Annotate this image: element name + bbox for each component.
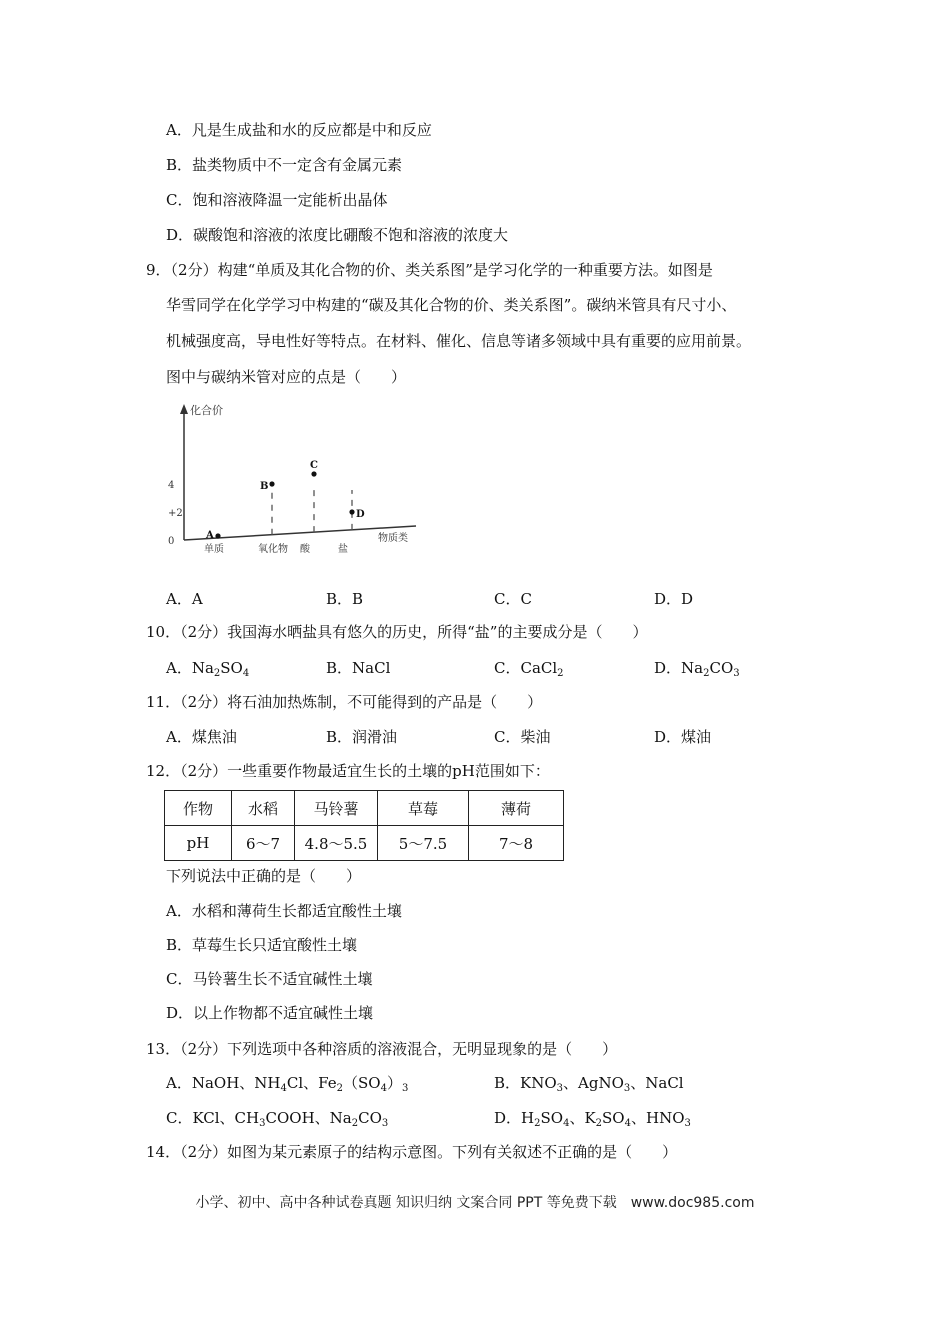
q8-option-b: B．盐类物质中不一定含有金属元素: [166, 156, 403, 174]
q13-option-b: B．$KNO_3$、AgNO$_3$、NaCl: [494, 1074, 684, 1094]
q8-option-d: D．碳酸饱和溶液的浓度比硼酸不饱和溶液的浓度大: [166, 226, 509, 244]
y-axis-label: 化合价: [190, 404, 223, 417]
table-cell: 作物: [165, 791, 232, 826]
q9-stem-line2: 华雪同学在化学学习中构建的“碳及其化合物的价、类关系图”。碳纳米管具有尺寸小、: [166, 296, 737, 314]
q11-option-d: D．煤油: [654, 728, 712, 746]
table-row: [165, 826, 564, 861]
table-cell: 7～8: [469, 826, 564, 861]
q11-option-b: B．润滑油: [326, 728, 398, 746]
table-cell: 4.8～5.5: [295, 826, 378, 861]
ph-table: [164, 790, 564, 861]
q13-option-d: D．$H_2SO_4$、$K_2SO_4$、$HNO_3$: [494, 1109, 691, 1129]
q12-question: 下列说法中正确的是（ ）: [166, 867, 362, 885]
category-label: 盐: [338, 544, 348, 555]
table-cell: 5～7.5: [378, 826, 469, 861]
q11-stem: 11．（2分）将石油加热炼制，不可能得到的产品是（ ）: [146, 693, 543, 711]
x-axis-label: 物质类: [378, 533, 408, 544]
table-cell: 马铃薯: [295, 791, 378, 826]
table-cell: 水稻: [232, 791, 295, 826]
data-point-label: C: [310, 460, 318, 471]
table-cell: 6～7: [232, 826, 295, 861]
q11-option-c: C．柴油: [494, 728, 551, 746]
valence-class-chart: [166, 400, 426, 558]
table-cell: 薄荷: [469, 791, 564, 826]
q9-option-d: D．D: [654, 590, 694, 608]
q9-option-a: A．A: [166, 590, 203, 608]
q12-option-a: A．水稻和薄荷生长都适宜酸性土壤: [166, 902, 402, 920]
q8-option-a: A．凡是生成盐和水的反应都是中和反应: [166, 121, 432, 139]
q11-option-a: A．煤焦油: [166, 728, 237, 746]
table-cell: 草莓: [378, 791, 469, 826]
table-cell: pH: [165, 826, 232, 861]
q13-stem: 13．（2分）下列选项中各种溶质的溶液混合，无明显现象的是（ ）: [146, 1040, 618, 1058]
data-point-c: [311, 471, 316, 476]
data-point-b: [269, 481, 274, 486]
category-label: 单质: [204, 544, 224, 555]
q12-stem: 12．（2分）一些重要作物最适宜生长的土壤的pH范围如下：: [146, 762, 550, 780]
data-point-label: B: [260, 481, 269, 492]
q9-option-b: B．B: [326, 590, 364, 608]
y-tick-label: +2: [168, 508, 183, 519]
data-point-d: [349, 509, 354, 514]
q12-option-d: D．以上作物都不适宜碱性土壤: [166, 1004, 374, 1022]
q10-option-a: A．$Na_2SO_4$: [166, 659, 250, 679]
y-axis-arrow: [180, 404, 188, 414]
q12-option-c: C．马铃薯生长不适宜碱性土壤: [166, 970, 373, 988]
category-label: 酸: [300, 544, 310, 555]
q9-option-c: C．C: [494, 590, 532, 608]
q10-option-c: C．CaCl$_2$: [494, 659, 564, 679]
q14-stem: 14．（2分）如图为某元素原子的结构示意图。下列有关叙述不正确的是（ ）: [146, 1143, 678, 1161]
data-point-label: A: [206, 530, 214, 541]
page-footer: 小学、初中、高中各种试卷真题 知识归纳 文案合同 PPT 等免费下载 www.doc985.com: [195, 1195, 755, 1211]
q10-option-b: B．NaCl: [326, 659, 391, 677]
q10-stem: 10．（2分）我国海水晒盐具有悠久的历史，所得“盐”的主要成分是（ ）: [146, 623, 648, 641]
q9-stem-line4: 图中与碳纳米管对应的点是（ ）: [166, 368, 407, 386]
q9-stem-line3: 机械强度高，导电性好等特点。在材料、催化、信息等诸多领域中具有重要的应用前景。: [166, 332, 752, 350]
y-tick-label: 0: [168, 536, 175, 547]
q13-option-c: C．KCl、$CH_3COOH$、$Na_2CO_3$: [166, 1109, 389, 1129]
data-point-label: D: [356, 509, 365, 520]
q9-stem-line1: 9．（2分）构建“单质及其化合物的价、类关系图”是学习化学的一种重要方法。如图是: [146, 261, 713, 279]
category-label: 氧化物: [258, 544, 288, 555]
y-tick-label: 4: [168, 480, 175, 491]
q12-option-b: B．草莓生长只适宜酸性土壤: [166, 936, 358, 954]
data-point-a: [215, 533, 220, 538]
q13-option-a: A．NaOH、$NH_4Cl$、$Fe_2(SO_4)_3$: [166, 1074, 409, 1094]
q10-option-d: D．$Na_2CO_3$: [654, 659, 740, 679]
table-header-row: [165, 791, 564, 826]
q8-option-c: C．饱和溶液降温一定能析出晶体: [166, 191, 388, 209]
